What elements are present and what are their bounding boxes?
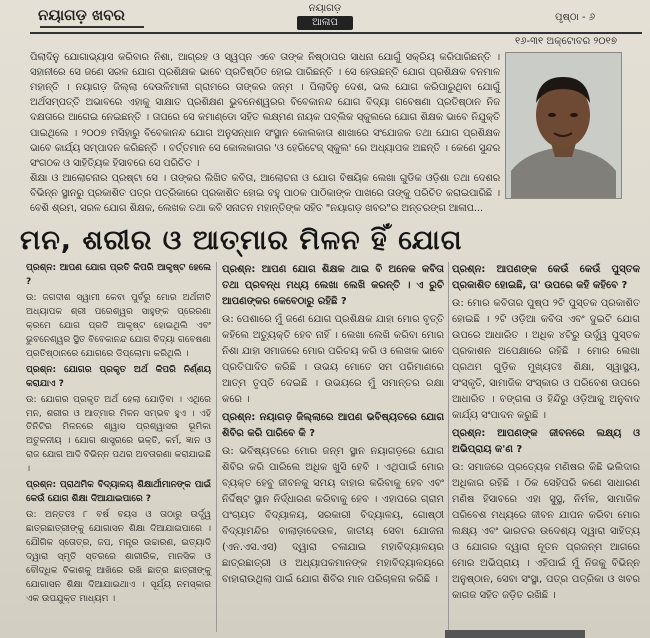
masthead-rule bbox=[30, 32, 642, 34]
newspaper-brand: ନୟାଗଡ଼ ଖବର bbox=[38, 6, 125, 24]
question: ପ୍ରଶ୍ନ: ଆପଣଙ୍କ ଜୀବନରେ ଲକ୍ଷ୍ୟ ଓ ଅଭିପ୍ରାୟ କ'ଣ ? bbox=[452, 428, 640, 455]
answer: ଉ: ଭବିଷ୍ୟତରେ ମୋର ଜନ୍ମ ସ୍ଥାନ ନୟାଗଡ଼ରେ ଯୋଗ ଶିବିର କରି ପାରିଲେ ଅଧିକ ଖୁସି ହେବି । ଏଥିପାଇଁ ମୋର ବ୍ୟକ୍ତ ହେବୁ ଜୀବନକୁ ସମୟ ବାହାର କରିବାକୁ ହେବ ଏବଂ ନିର୍ଦ୍ଦିଷ୍ଟ ସ୍ଥାନ ନିର୍ଦ୍ଧାରଣ କରିବାକୁ ହେବ । ଏହାପରେ ଗ୍ରାମ ପଂଚାୟତ ବିଦ୍ୟାଳୟ, ସରକାରୀ ବିଦ୍ୟାଳୟ, ଗୋଷ୍ଠୀ ବିଦ୍ୟାମନ୍ଦିର ବାଲାଡ଼ାଦେଉଳ, ଜାତୀୟ ସେବା ଯୋଜନା (ଏନ.ଏସ.ଏସ) ଦ୍ୱାରା ଚଳାଯାଇ ମହାବିଦ୍ୟାଳୟର ଛାତ୍ରଛାତ୍ରୀ ଓ ଅଧ୍ୟାପକମାନଙ୍କ ମହାବିଦ୍ୟାଳୟରେ ବାହାରାଉଥିଲା ପାଇଁ ଯୋଗ ଶିବିର ମାନ ପରିଚାଳନା କରିଛି । bbox=[222, 446, 444, 585]
headline-block bbox=[20, 225, 640, 257]
brand-underline bbox=[40, 26, 144, 28]
interview-column-1 bbox=[26, 262, 211, 609]
question: ପ୍ରଶ୍ନ: ଯୋଗର ପ୍ରକୃତ ଅର୍ଥ କିପରି ନିର୍ଣ୍ଣୟ କରାଯାଏ ? bbox=[26, 364, 211, 389]
masthead bbox=[0, 0, 650, 32]
question: ପ୍ରଶ୍ନ: ପ୍ରାଥମିକ ବିଦ୍ୟାଳୟ ଶିକ୍ଷାର୍ଥୀମାନଙ୍କ ପାଇଁ କେଉଁ ଯୋଗ ଶିକ୍ଷା ଦିଆଯାଇପାରେ ? bbox=[26, 480, 211, 505]
answer: ଉ: ପେଶାରେ ମୁଁ ଜଣେ ଯୋଗ ପ୍ରଶିକ୍ଷକ ଯାହା ମୋର ବୃତ୍ତି କହିଲେ ଅତ୍ୟୁକ୍ତି ହେବ ନାହିଁ । ଲେଖା ଲେଖି କରିବା ମୋର ନିଶା ଯାହା ସମାଜରେ ମୋର ପରିଚୟ କରି ଓ ଲେଖକ ଭାବେ ପ୍ରତିପାଦିତ କରିଛି । ଉଭୟ ମୋତେ ସମ ପରିମାଣରେ ଆତ୍ମ ତୃପ୍ତି ଦେଇଛି । ଉଭୟରେ ମୁଁ ସମାନ୍ତର ରକ୍ଷା କରେ । bbox=[222, 314, 444, 405]
bottom-decoration-bar bbox=[445, 630, 585, 638]
answer: ଉ: ଅନ୍ତତଃ ୮ ବର୍ଷ ବୟସ ଓ ତାଠାରୁ ଉର୍ଦ୍ଧ୍ୱ ଛାତ୍ରଛାତ୍ରୀଙ୍କୁ ଯୋଗାସନ ଶିକ୍ଷା ଦିଆଯାଇପାରେ । ଯୌଗିକ ସ୍ତୋତ୍ର, ଜପ, ମନ୍ତ୍ର ଉଚ୍ଚାରଣ, ଇତ୍ୟାଦି ଦ୍ୱାରା ସ୍ମୃତି ସ୍ତରରେ ଶାରୀରିକ, ମାନସିକ ଓ ବୌଦ୍ଧିକ ବିକାଶକୁ ଆଖିରେ ରଖି ଛାତ୍ର ଛାତ୍ରୀଙ୍କୁ ଯୋଗାସନ ଶିକ୍ଷା ଦିଆଯାଇଥାଏ । ସୂର୍ଯ୍ୟ ନମସ୍କାର ଏକ ଉପଯୁକ୍ତ ମାଧ୍ୟମ । bbox=[26, 510, 211, 604]
intro-p2: ଶିକ୍ଷା ଓ ଆଲୋଚନାର ପ୍ରଷ୍ଟା ସେ । ତାଙ୍କର ଲିଖିତ କବିତା, ଆଲୋଚନା ଓ ଯୋଗ ବିଷୟିକ ଲେଖା ଗୁଡିକ ଓଡ଼ିଶା ତଥା ଦେଶର ବିଭିନ୍ନ ସ୍ଥାନରୁ ପ୍ରକାଶିତ ପତ୍ର ପତ୍ରିକାରେ ପ୍ରକାଶିତ ହୋଇ ବହୁ ପାଠକ ପାଠିକାଙ୍କ ପାଖରେ ତାଙ୍କୁ ପରିଚିତ କରାଇପାରିଛି । ବେଶି ଶ୍ରମ, ସରଳ ଯୋଗ ଶିକ୍ଷକ, ଲେଖକ ତଥା କବି ସନାତନ ମହାନ୍ତିଙ୍କ ସହିତ "ନୟାଗଡ଼ ଖବର"ର ଅନ୍ତରଙ୍ଗ ଆଳାପ... bbox=[30, 172, 500, 215]
headline: ମନ, ଶରୀର ଓ ଆତ୍ମାର ମିଳନ ହିଁ ଯୋଗ bbox=[20, 225, 463, 256]
section-label: ଆଳାପ bbox=[297, 16, 353, 30]
answer: ଉ: ଜଗଦୀଶ ସ୍ୱାମୀ କେବା ପୁର୍ବରୁ ମୋର ଅର୍ଥନୀତି ଅଧ୍ୟାପକ ଶ୍ରୀ ପରେଶ୍ୱର ସାହୁଙ୍କ ପ୍ରେରଣା କ୍ରମେ ଯୋଗ ପ୍ରତି ଆକୃଷ୍ଟ ହୋଇଥିଲି ଏବଂ ଭୁବନେଶ୍ୱର ସ୍ଥିତ ବିବେକାନନ୍ଦ ଯୋଗ ବିଦ୍ୟା ଗବେଷଣା ପ୍ରତିଷ୍ଠାନରେ ଯୋଗରେ ଡିପ୍ଲୋମା କରିଥିଲି । bbox=[26, 292, 211, 359]
intro-paragraph bbox=[30, 50, 500, 216]
masthead-city: ନୟାଗଡ଼ bbox=[308, 3, 342, 14]
intro-p1: ପିଲାଦିନୁ ଯୋଗାଭ୍ୟାସ କରିବାର ନିଶା, ଆଗ୍ରହ ଓ ସ୍ୱପ୍ନ ଏବେ ତାଙ୍କ ନିଷ୍ଠାପର ସାଧନା ଯୋଗୁଁ ସକ୍ରିୟ କରିପାରିଛନ୍ତି । ସହାନୀରେ ସେ ଜଣେ ସରଳ ଯୋଗ ପ୍ରଶିକ୍ଷକ ଭାବେ ପ୍ରତିଷ୍ଠିତ ହୋଇ ପାରିଛନ୍ତି । ସେ ହେଉଛନ୍ତି ଯୋଗ ପ୍ରଶିକ୍ଷକ ବନମାଳ ମହାନ୍ତି । ନୟାଗଡ଼ ଜିଲ୍ଲା ଦେଉଳିମାଳୀ ଗ୍ରାମରେ ତାଙ୍କର ଜନ୍ମ । ପିଲାଦିନୁ ଦେଶ, ଭଲ ଯୋଗ କରିପାରୁଥିବା ଯୋଗୁଁ ଅର୍ଥସମ୍ପତ୍ତି ଅଭାବରେ ଏହାକୁ ସାକ୍ଷାତ ପ୍ରଶିକ୍ଷଣ ଭୁବନେଶ୍ୱରର ବିବେକାନନ୍ଦ ଯୋଗ ବିଦ୍ୟା ଗବେଷଣା ପ୍ରତିଷ୍ଠାନ ନିଜ ଦକ୍ଷତାରେ ଆଗେଇ ନେଇଛନ୍ତି । ତାପରେ ସେ କମାଣ୍ଡୋ ସହିତ ଲକ୍ଷ୍ମଣ ନାୟକ ପବ୍ଲିକ ସ୍କୁଲରେ ଯୋଗ ଶିକ୍ଷକ ଭାବେ ନିଯୁକ୍ତି ପାଇଥିଲେ । ୨୦୦୭ ମସିହାରୁ ବିବେକାନନ୍ଦ ଯୋଗ ଅନୁସନ୍ଧାନ ସଂସ୍ଥାନ କୋଲକାତା ଶାଖାରେ ସଂଯୋଜକ ତଥା ଯୋଗ ପ୍ରଶିକ୍ଷକ ଭାବେ କାର୍ଯ୍ୟ ସମ୍ପାଦନ କରିଛନ୍ତି । ବର୍ତ୍ତମାନ ସେ କୋଲକାତାର 'ଓ ହେରିଟେଜ୍ ସ୍କୁଲ' ରେ ଅଧ୍ୟାପକ ଅଛନ୍ତି । କେଣେ ସୁନ୍ଦର ସଂଗଠକ ଓ ସାହିତ୍ୟିକ ହିସାବରେ ସେ ପରିଚିତ । bbox=[30, 52, 500, 169]
interview-column-2 bbox=[222, 262, 444, 590]
answer: ଉ: ଯୋଗର ପ୍ରକୃତ ଅର୍ଥ ହେଲା ଯୋଡ଼ିବା । ଏଥିରେ ମନ, ଶରୀର ଓ ଆତ୍ମାର ମିଳନ ସମ୍ଭବ ହୁଏ । ଏହି ତିନିଟିର ମିଳନରେ ଶ୍ୱାସ ପ୍ରଶ୍ୱାସର ଭୂମିକା ଅତୁଳନୀୟ । ଯୋଗ ଶାସ୍ତ୍ରରେ ଭକ୍ତି, କର୍ମ, ଜ୍ଞାନ ଓ ରାଜ ଯୋଗ ଆଦି ବିଭିନ୍ନ ପଥର ଅବତାରଣା କରାଯାଇଛି । bbox=[26, 394, 211, 475]
question: ପ୍ରଶ୍ନ: ନୟାଗଡ଼ ଜିଲ୍ଲାରେ ଆପଣ ଭବିଷ୍ୟତରେ ଯୋଗ ଶିବିର କରି ପାରିବେ କି ? bbox=[222, 412, 444, 439]
issue-date: ୧୬-୩୧ ଅକ୍ଟୋବର ୨୦୧୭ bbox=[515, 36, 617, 47]
answer: ଉ: ମୋର କବିତାର ପୁଷ୍ପ ୨ଟି ପୁସ୍ତକ ପ୍ରକାଶିତ ହୋଇଛି । ୨ଟି ଓଡ଼ିଆ କବିତା ଏବଂ ଦୁଇଟି ଯୋଗ ଉପରେ ଆଧାରିତ । ଅଧିକ ୪ଟିରୁ ଉର୍ଦ୍ଧ୍ୱ ପୁସ୍ତକ ପ୍ରକାଶନ ଅପେକ୍ଷାରେ ରହିଛି । ମୋର ଲେଖା ପ୍ରଥମ ଗୁଡ଼ିକ ମୁଖ୍ୟତଃ ଶିକ୍ଷା, ସ୍ୱାସ୍ଥ୍ୟ, ସଂସ୍କୃତି, ସାମାଜିକ ସଂସ୍କାର ଓ ପରିବେଶ ଉପରେ ଆଧାରିତ । ବଙ୍ଗଳା ଓ ହିନ୍ଦିରୁ ଓଡ଼ିଆକୁ ଅନୁବାଦ କାର୍ଯ୍ୟ ସଂପାଦନ କରୁଛି । bbox=[452, 298, 640, 421]
column-divider bbox=[448, 262, 449, 632]
portrait-photo bbox=[505, 52, 622, 199]
answer: ଉ: ସମାଜରେ ପ୍ରତ୍ୟେକ ମଣିଷର କିଛି ଭଲିଦାର ଅଧିକାର ରହିଛି । ଠିକ ସେହିପରି କଣେ ସାଧାରଣ ମଣିଷ ହିସାବରେ ଏହା ସୁସ୍ଥ, ନିର୍ମଳ, ସାମାଜିକ ପରିବେଶ ମଧ୍ୟରେ ଜୀବନ ଯାପନ କରିବା ମୋର ଲକ୍ଷ୍ୟ ଏବଂ ଭାରତର ଉଦେଶ୍ୟ ଦ୍ୱାରା ସାହିତ୍ୟ ଓ ଯୋଗର ଦ୍ୱାରା ନୂତନ ପ୍ରଜନ୍ମ ଆଗରେ ମୋର ଅଭିପ୍ରାୟ । ଏହିପାଇଁ ମୁଁ ନିଜକୁ ବିଭିନ୍ନ ଅନୁଷ୍ଠାନ, ସେବା ସଂସ୍ଥା, ପତ୍ର ପତ୍ରିକା ଓ ଖବର କାଗଜ ସହିତ ଜଡ଼ିତ ରଖିଛି । bbox=[452, 462, 640, 601]
portrait-illustration bbox=[506, 53, 621, 198]
page-number: ପୃଷ୍ଠା - ୬ bbox=[555, 12, 596, 23]
question: ପ୍ରଶ୍ନ: ଆପଣଙ୍କ କେଉଁ କେଉଁ ପୁସ୍ତକ ପ୍ରକାଶିତ ହୋଇଛି, ତା' ଉପରେ କହି କହିବେ ? bbox=[452, 264, 640, 291]
interview-column-3 bbox=[452, 262, 640, 606]
column-divider bbox=[216, 262, 217, 632]
question: ପ୍ରଶ୍ନ: ଆପଣ ଯୋଗ ଶିକ୍ଷକ ଥାଇ ବି ଅନେକ କବିତା ତଥା ପ୍ରବନ୍ଧ ମଧ୍ୟ ଲେଖା ଲେଖି କରନ୍ତି । ଏ ରୁଚି ଆପଣଙ୍କର କେବେଠାରୁ ରହିଛି ? bbox=[222, 264, 444, 307]
question: ପ୍ରଶ୍ନ: ଆପଣ ଯୋଗ ପ୍ରତି କିପରି ଆକୃଷ୍ଟ ହେଲେ ? bbox=[26, 263, 211, 287]
